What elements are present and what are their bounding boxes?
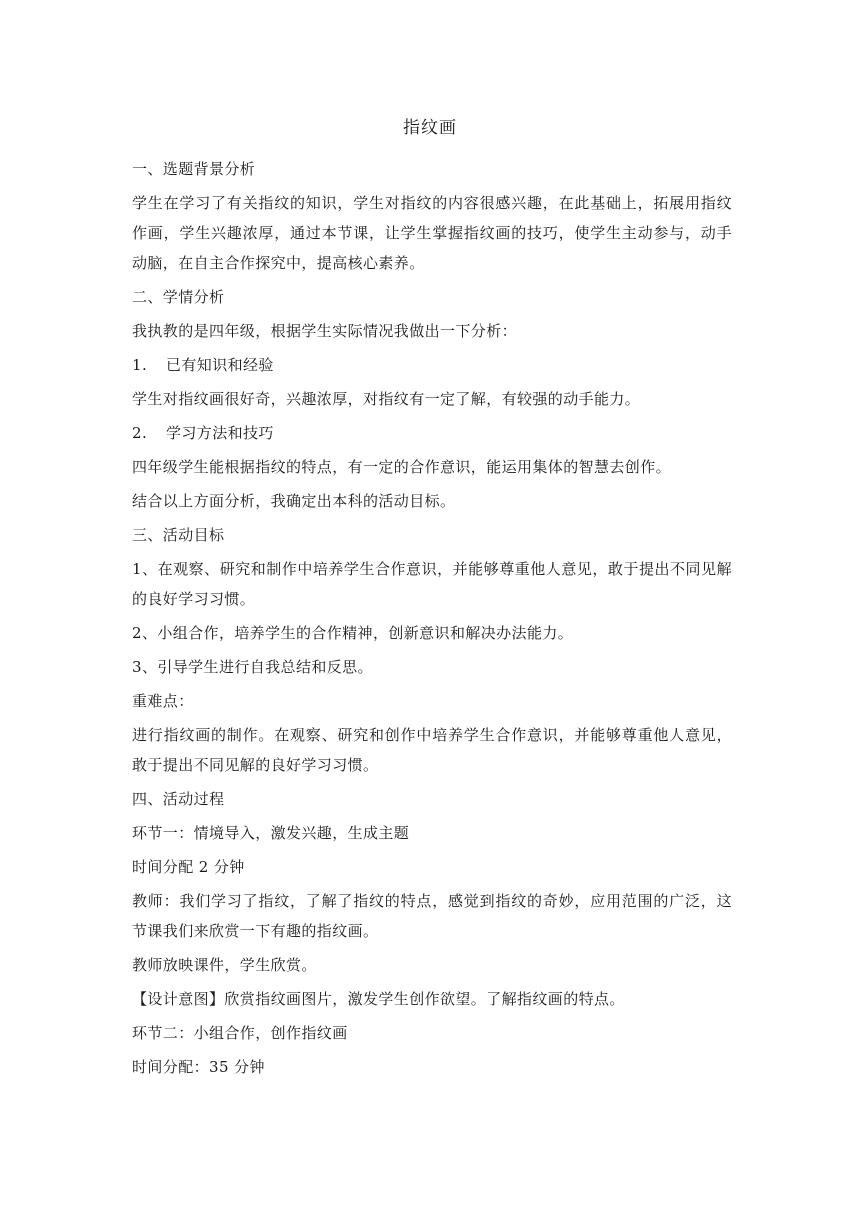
paragraph-background: 学生在学习了有关指纹的知识，学生对指纹的内容很感兴趣，在此基础上，拓展用指纹作画，学生兴趣浓厚，通过本节课，让学生掌握指纹画的技巧，使学生主动参与，动手动脑，在自主合作探究中，提高核心素养。: [132, 194, 732, 272]
paragraph-grade-intro: 我执教的是四年级，根据学生实际情况我做出一下分析：: [132, 322, 518, 340]
numbered-item-1: [132, 348, 732, 382]
document-body: [132, 152, 732, 1084]
paragraph-learning-methods: 四年级学生能根据指纹的特点，有一定的合作意识，能运用集体的智慧去创作。: [132, 458, 672, 476]
stage-two-time: 时间分配：35 分钟: [132, 1058, 265, 1076]
item-number: 2.: [132, 424, 148, 442]
section-heading-student-analysis: 二、学情分析: [132, 288, 225, 306]
item-number: 1.: [132, 356, 148, 374]
stage-one-heading: 环节一：情境导入，激发兴趣，生成主题: [132, 824, 410, 842]
item-text: 学习方法和技巧: [166, 424, 274, 442]
paragraph-teacher-action: 教师放映课件，学生欣赏。: [132, 956, 317, 974]
paragraph-key-points: 进行指纹画的制作。在观察、研究和创作中培养学生合作意识，并能够尊重他人意见，敢于提出不同见解的良好学习习惯。: [132, 726, 732, 774]
key-points-label: 重难点：: [132, 692, 194, 710]
stage-one-time: 时间分配 2 分钟: [132, 858, 245, 876]
numbered-item-2: [132, 416, 732, 450]
section-heading-process: 四、活动过程: [132, 790, 225, 808]
section-heading-background: 一、选题背景分析: [132, 160, 256, 178]
document-title: 指纹画: [403, 118, 457, 138]
goal-item-1: 1、在观察、研究和制作中培养学生合作意识，并能够尊重他人意见，敢于提出不同见解的良好学习习惯。: [132, 560, 732, 608]
paragraph-conclusion: 结合以上方面分析，我确定出本科的活动目标。: [132, 492, 456, 510]
stage-two-heading: 环节二：小组合作，创作指纹画: [132, 1024, 348, 1042]
goal-item-2: 2、小组合作，培养学生的合作精神，创新意识和解决办法能力。: [132, 624, 574, 642]
paragraph-design-intent: 【设计意图】欣赏指纹画图片，激发学生创作欲望。了解指纹画的特点。: [132, 990, 625, 1008]
paragraph-prior-knowledge: 学生对指纹画很好奇，兴趣浓厚，对指纹有一定了解，有较强的动手能力。: [132, 390, 641, 408]
goal-item-3: 3、引导学生进行自我总结和反思。: [132, 658, 373, 676]
section-heading-goals: 三、活动目标: [132, 526, 225, 544]
item-text: 已有知识和经验: [166, 356, 274, 374]
paragraph-teacher-speech: 教师：我们学习了指纹，了解了指纹的特点，感觉到指纹的奇妙，应用范围的广泛，这节课我们来欣赏一下有趣的指纹画。: [132, 892, 732, 940]
